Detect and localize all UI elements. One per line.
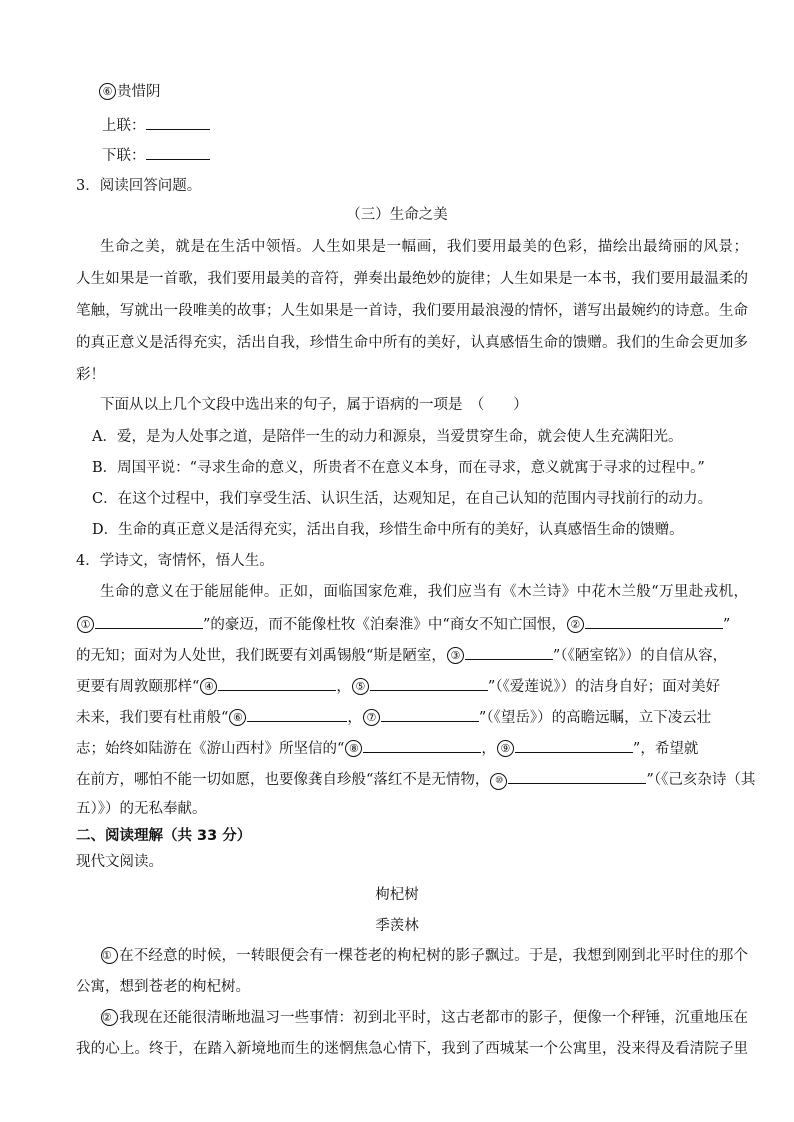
passage-line: 人生如果是一首歌，我们要用最美的音符，弹奏出最绝妙的旋律；人生如果是一本书，我们要用最温柔的 (76, 271, 748, 287)
fill-line (76, 613, 730, 635)
paragraph-number: ② (101, 1009, 118, 1026)
passage-title: （三）生命之美 (346, 207, 448, 223)
answer-blank[interactable] (95, 613, 203, 629)
question-stem: 下面从以上几个文段中选出来的句子，属于语病的一项是 （ ） (100, 397, 528, 413)
answer-blank[interactable] (585, 613, 723, 629)
item-6-text: 贵惜阴 (117, 84, 161, 100)
answer-blank[interactable] (508, 768, 646, 784)
fill-line (76, 675, 720, 697)
circled-number: ④ (200, 678, 217, 695)
fill-line (76, 706, 711, 728)
fill-text: ， (481, 741, 496, 757)
passage-line: 生命之美，就是在生活中领悟。人生如果是一幅画，我们要用最美的色彩，描绘出最绮丽的风景； (100, 239, 748, 255)
answer-blank[interactable] (465, 644, 553, 660)
option-b[interactable]: B．周国平说：“寻求生命的意义，所贵者不在意义本身，而在寻求，意义就寓于寻求的过程中。” (92, 460, 705, 476)
fill-text: 在前方，哪怕不能一切如愿，也要像龚自珍般“落红不是无情物， (76, 772, 490, 788)
essay-author: 季羡林 (375, 918, 419, 934)
circled-number: ⑧ (345, 740, 362, 757)
fill-line (76, 737, 698, 759)
answer-blank[interactable] (146, 114, 210, 130)
answer-blank[interactable] (146, 144, 210, 160)
passage-line: 彩！ (76, 367, 105, 383)
fill-text: ， (347, 710, 362, 726)
answer-blank[interactable] (363, 737, 481, 753)
circled-number: ⑥ (99, 83, 116, 100)
circled-number: ② (567, 616, 584, 633)
essay-line: 公寓，想到苍老的枸杞树。 (76, 979, 250, 995)
fill-text: ”（《己亥杂诗（其 (646, 772, 756, 788)
option-c[interactable]: C．在这个过程中，我们享受生活、认识生活，达观知足，在自己认知的范围内寻找前行的动力。 (92, 491, 713, 507)
option-a[interactable]: A．爱，是为人处事之道，是陪伴一生的动力和源泉，当爱贯穿生命，就会使人生充满阳光。 (92, 429, 683, 445)
question-4-heading: 4．学诗文，寄情怀，悟人生。 (76, 553, 274, 569)
answer-blank[interactable] (218, 675, 336, 691)
lower-couplet-row (102, 144, 210, 166)
answer-blank[interactable] (515, 737, 633, 753)
fill-line (76, 644, 727, 666)
fill-text: 未来，我们要有杜甫般“ (76, 710, 229, 726)
answer-blank[interactable] (381, 706, 479, 722)
essay-title: 枸杞树 (375, 887, 419, 903)
question-3-heading: 3．阅读回答问题。 (76, 178, 202, 194)
essay-line (100, 1008, 748, 1028)
fill-text: 志；始终如陆游在《游山西村》所坚信的“ (76, 741, 345, 757)
fill-text: ”（《望岳》）的高瞻远瞩，立下凌云壮 (478, 710, 712, 726)
paragraph-number: ① (101, 947, 118, 964)
lower-couplet-label: 下联： (102, 148, 146, 164)
circled-number: ⑥ (229, 709, 246, 726)
fill-text: ”的豪迈，而不能像杜牧《泊秦淮》中“商女不知亡国恨， (203, 617, 566, 633)
answer-blank[interactable] (247, 706, 347, 722)
circled-number: ⑨ (497, 740, 514, 757)
circled-number: ⑩ (490, 773, 507, 790)
fill-line: 生命的意义在于能屈能伸。正如，面临国家危难，我们应当有《木兰诗》中花木兰般“万里赴戎机， (100, 584, 748, 600)
circled-number: ⑦ (363, 709, 380, 726)
essay-line: 我的心上。终于，在踏入新境地而生的迷惘焦急心情下，我到了西城某一个公寓里，没来得及看清院子里 (76, 1041, 748, 1057)
circled-number: ⑤ (352, 678, 369, 695)
passage-line: 的真正意义是活得充实，活出自我，珍惜生命中所有的美好，认真感悟生命的馈赠。我们的生命会更加多 (76, 335, 748, 351)
circled-number: ③ (447, 647, 464, 664)
fill-line (76, 768, 755, 790)
fill-text: ”，希望就 (632, 741, 699, 757)
passage-line: 笔触，写就出一段唯美的故事；人生如果是一首诗，我们要用最浪漫的情怀，谱写出最婉约的诗意。生命 (76, 303, 748, 319)
essay-line (100, 946, 748, 966)
section-subheading: 现代文阅读。 (76, 854, 163, 870)
option-d[interactable]: D．生命的真正意义是活得充实，活出自我，珍惜生命中所有的美好，认真感悟生命的馈赠。 (92, 522, 684, 538)
essay-text: 我现在还能很清晰地温习一些事情：初到北平时，这古老都市的影子，便像一个秤锤，沉重地压在 (119, 1010, 748, 1026)
fill-line: 五）》）的无私奉献。 (76, 801, 207, 817)
upper-couplet-row (102, 114, 210, 136)
answer-blank[interactable] (370, 675, 488, 691)
fill-text: ， (336, 679, 351, 695)
fill-text: ”（《陋室铭》）的自信从容， (552, 648, 728, 664)
item-6 (98, 82, 161, 102)
circled-number: ① (77, 616, 94, 633)
fill-text: 更要有周敦颐那样“ (76, 679, 200, 695)
section-heading: 二、阅读理解（共 33 分） (76, 828, 252, 844)
essay-text: 在不经意的时候，一转眼便会有一棵苍老的枸杞树的影子飘过。于是，我想到刚到北平时住的那个 (119, 948, 748, 964)
fill-text: ” (722, 617, 731, 633)
upper-couplet-label: 上联： (102, 118, 146, 134)
fill-text: ”（《爱莲说》）的洁身自好；面对美好 (487, 679, 721, 695)
fill-text: 的无知；面对为人处世，我们既要有刘禹锡般“斯是陋室， (76, 648, 446, 664)
